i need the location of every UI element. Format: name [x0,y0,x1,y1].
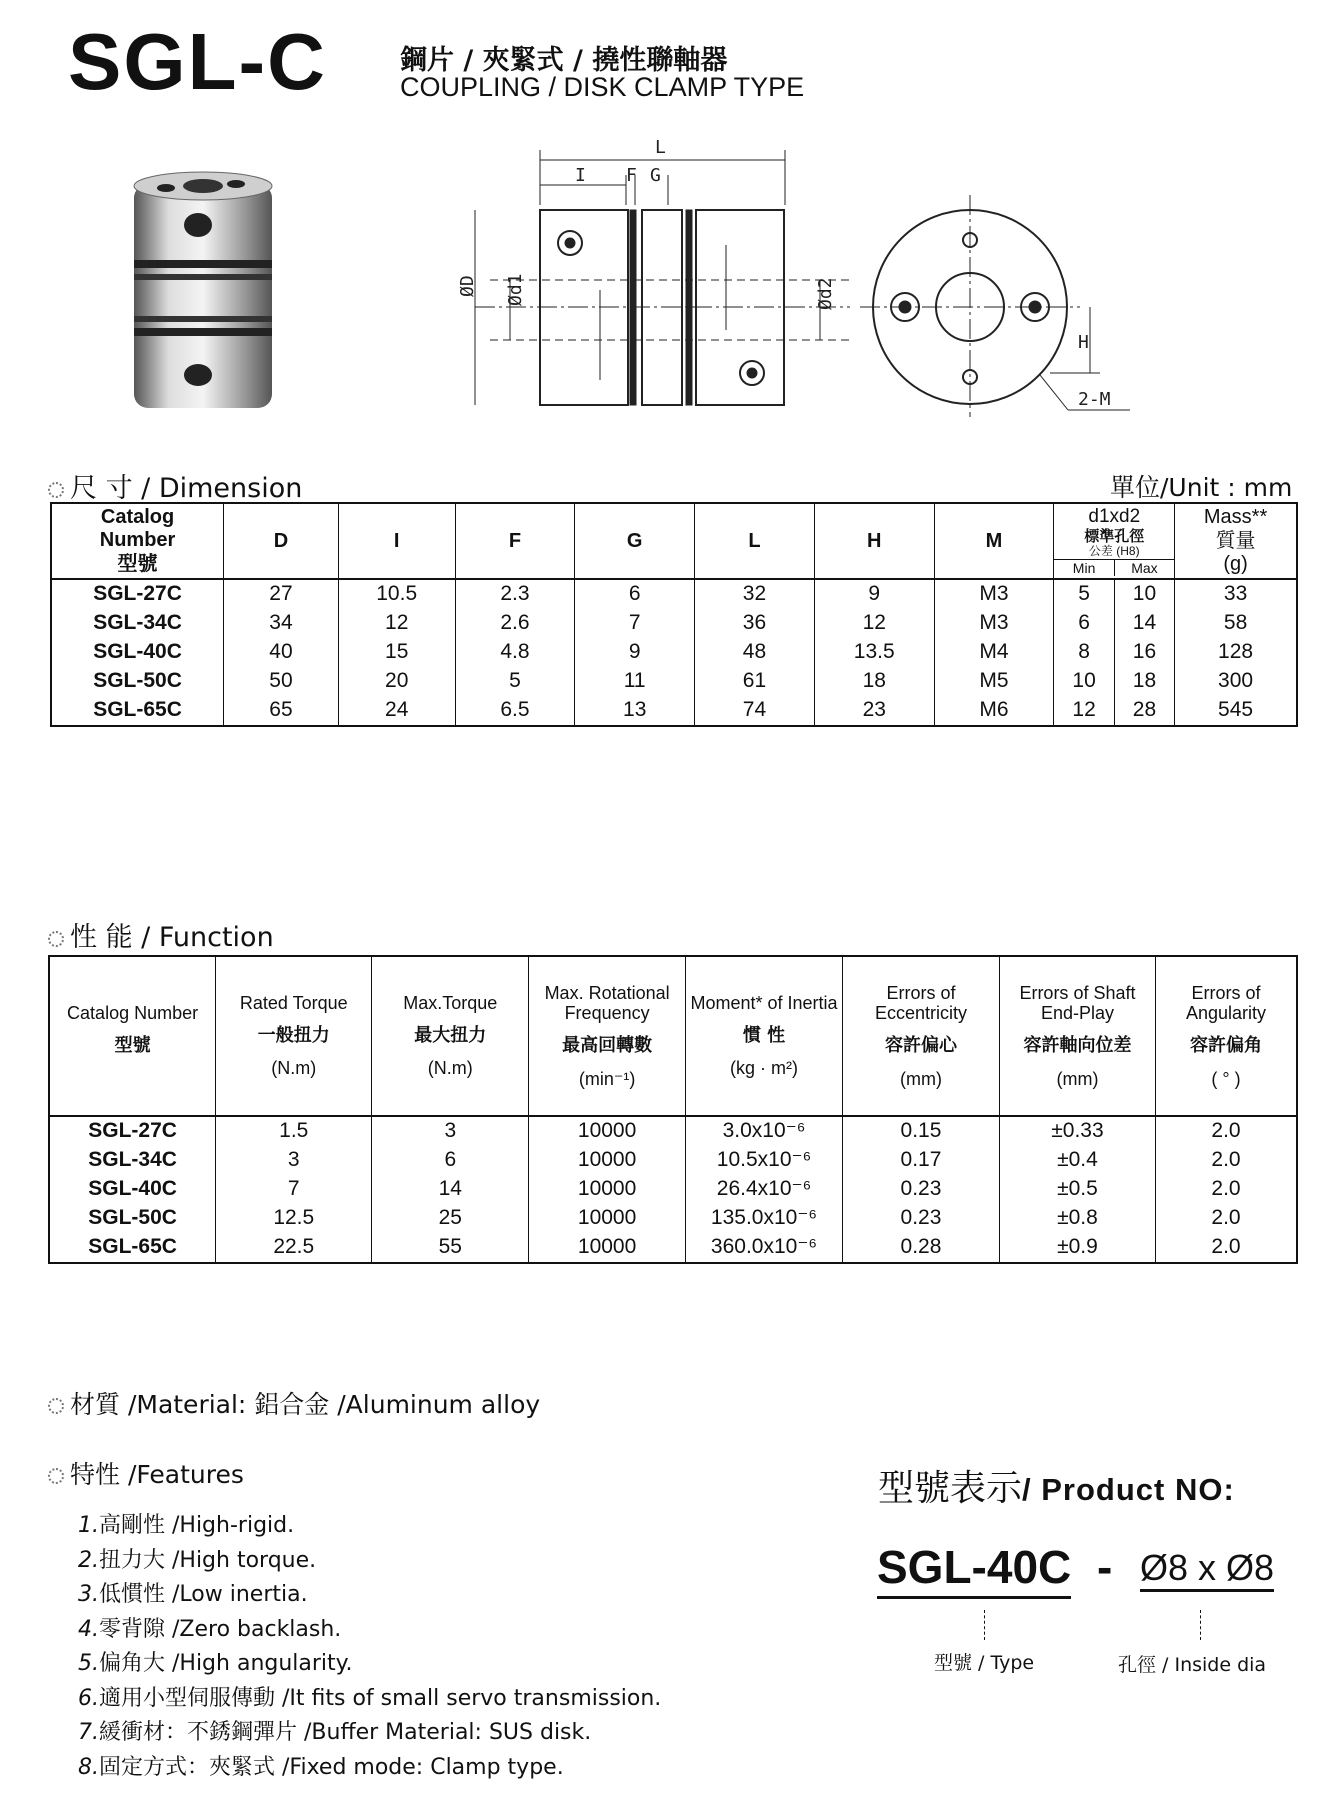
feature-item [78,1715,591,1746]
feature-item [78,1577,308,1608]
cell-ecc: 0.28 [843,1233,1000,1263]
cell-H: 18 [814,667,934,696]
bullet-icon [48,1468,64,1484]
function-title: 性 能 / Function [70,922,274,953]
bullet-icon [48,482,64,498]
cell-M: M3 [934,579,1054,609]
cell-mass: 58 [1175,609,1297,638]
table-row [51,696,1297,726]
cell-I: 24 [338,696,455,726]
cell-rated: 1.5 [216,1116,372,1146]
fn-header-zh: 慣 性 [742,1024,786,1046]
cell-ecc: 0.15 [843,1116,1000,1146]
feature-text: 零背隙 /Zero backlash. [99,1616,342,1642]
cell-inertia: 135.0x10⁻⁶ [685,1204,842,1233]
fn-header-zh: 最大扭力 [414,1024,487,1046]
fn-header-zh: 型號 [114,1035,151,1056]
table-row [49,1175,1297,1204]
cell-G: 7 [575,609,695,638]
cell-max: 55 [372,1233,529,1263]
fn-header-en: Rated Torque [239,992,348,1013]
cell-cat: SGL-40C [49,1175,216,1204]
label-F: F [626,165,637,186]
cell-mass: 33 [1175,579,1297,609]
cell-rated: 12.5 [216,1204,372,1233]
type-label: 型號 / Type [934,1652,1035,1674]
product-no-title-zh: 型號表示 [878,1468,1023,1509]
cell-L: 32 [695,579,815,609]
cell-end: ±0.8 [999,1204,1155,1233]
cell-M: M6 [934,696,1054,726]
fn-header-unit: (N.m) [271,1058,317,1079]
feature-number: 8. [78,1754,99,1780]
cell-G: 6 [575,579,695,609]
header-G: G [575,503,695,579]
header-mass-zh: 質量 [1215,528,1256,552]
cell-end: ±0.33 [999,1116,1155,1146]
feature-item [78,1543,316,1574]
cell-inertia: 10.5x10⁻⁶ [685,1146,842,1175]
cell-ang: 2.0 [1156,1146,1297,1175]
label-H: H [1078,332,1089,353]
cell-M: M5 [934,667,1054,696]
fn-header-zh: 容許軸向位差 [1023,1035,1132,1056]
fn-header-en: Moment* of Inertia [690,992,838,1013]
fn-header-unit: (mm) [899,1068,942,1089]
fn-header-unit: (N.m) [427,1058,473,1079]
feature-number: 6. [78,1685,99,1711]
cell-F: 4.8 [455,638,575,667]
label-G: G [650,165,661,186]
label-d2: Ød2 [815,277,836,310]
cell-ang: 2.0 [1156,1233,1297,1263]
feature-number: 1. [78,1513,99,1538]
cell-ecc: 0.23 [843,1175,1000,1204]
fn-header-zh: 最高回轉數 [562,1035,653,1056]
header-catalog-line2: Number [99,529,176,551]
cell-H: 23 [814,696,934,726]
cell-min: 6 [1054,609,1114,638]
cell-cat: SGL-27C [51,579,224,609]
cell-mass: 300 [1175,667,1297,696]
cell-I: 15 [338,638,455,667]
cell-max: 10 [1114,579,1174,609]
fn-header-en: Max. Rotational Frequency [544,982,670,1024]
cell-I: 12 [338,609,455,638]
cell-inertia: 3.0x10⁻⁶ [685,1116,842,1146]
cell-max: 18 [1114,667,1174,696]
dimension-heading [48,466,302,505]
feature-number: 4. [78,1616,99,1642]
page-title: SGL-C [68,17,327,106]
cell-F: 2.3 [455,579,575,609]
table-row [51,667,1297,696]
table-row [51,579,1297,609]
fn-header-en: Errors of Shaft End-Play [1019,982,1136,1024]
cell-rated: 7 [216,1175,372,1204]
bullet-icon [48,931,64,947]
subtitle-english: COUPLING / DISK CLAMP TYPE [400,72,805,102]
cell-ang: 2.0 [1156,1116,1297,1146]
fn-header-unit: (mm) [1056,1068,1099,1089]
header-D: D [224,503,339,579]
cell-cat: SGL-27C [49,1116,216,1146]
feature-item [78,1750,564,1781]
header-mass [1175,503,1297,579]
cell-ecc: 0.23 [843,1204,1000,1233]
cell-G: 11 [575,667,695,696]
feature-number: 3. [78,1582,99,1607]
feature-item [78,1612,341,1643]
fn-header-unit: (min⁻¹) [578,1068,636,1089]
feature-item [78,1646,353,1677]
product-no-title-en: / Product NO: [1022,1472,1235,1507]
cell-ang: 2.0 [1156,1204,1297,1233]
cell-end: ±0.4 [999,1146,1155,1175]
cell-mass: 545 [1175,696,1297,726]
feature-text: 緩衝材：不銹鋼彈片 /Buffer Material: SUS disk. [99,1720,592,1745]
fn-header-4 [685,956,842,1116]
coupling-photo [128,170,278,420]
cell-min: 8 [1054,638,1114,667]
cell-inertia: 360.0x10⁻⁶ [685,1233,842,1263]
fn-header-6 [999,956,1155,1116]
cell-D: 40 [224,638,339,667]
fn-header-5 [843,956,1000,1116]
header-d1d2-zh: 標準孔徑 [1084,526,1145,545]
cell-freq: 10000 [529,1116,686,1146]
cell-min: 12 [1054,696,1114,726]
cell-max: 14 [372,1175,529,1204]
header-catalog [51,503,224,579]
product-bore: Ø8 x Ø8 [1140,1547,1274,1592]
features-title: 特性 /Features [70,1460,244,1489]
feature-item [78,1508,294,1539]
cell-D: 50 [224,667,339,696]
feature-text: 固定方式：夾緊式 /Fixed mode: Clamp type. [99,1754,564,1780]
dimension-title: 尺 寸 / Dimension [70,473,303,504]
cell-freq: 10000 [529,1204,686,1233]
header-min: Min [1054,560,1114,576]
fn-header-unit: ( ° ) [1211,1068,1241,1089]
technical-drawing [450,135,1140,425]
fn-header-en: Errors of Angularity [1185,982,1267,1024]
dia-leader-line [1200,1610,1202,1640]
table-row [49,1233,1297,1263]
header-tolerance-h8: (H8) [1116,544,1140,559]
cell-end: ±0.9 [999,1233,1155,1263]
feature-number: 5. [78,1651,99,1676]
feature-text: 高剛性 /High-rigid. [99,1513,295,1538]
function-heading [48,915,274,954]
cell-D: 65 [224,696,339,726]
cell-D: 34 [224,609,339,638]
fn-header-zh: 容許偏心 [884,1035,957,1056]
cell-F: 6.5 [455,696,575,726]
product-dash: - [1097,1541,1113,1593]
product-no-heading [878,1460,1235,1511]
cell-max: 14 [1114,609,1174,638]
header-mass-unit: (g) [1223,553,1248,575]
cell-cat: SGL-34C [49,1146,216,1175]
fn-header-0 [49,956,216,1116]
header-catalog-zh: 型號 [117,551,158,575]
bullet-icon [48,1398,64,1414]
fn-header-2 [372,956,529,1116]
label-I: I [575,165,586,186]
header-catalog-line1: Catalog [100,506,175,528]
fn-header-en: Catalog Number [67,1003,199,1024]
label-M: 2-M [1078,389,1111,410]
cell-H: 13.5 [814,638,934,667]
table-row [49,1204,1297,1233]
header-F: F [455,503,575,579]
cell-H: 12 [814,609,934,638]
subtitle-chinese: 鋼片 / 夾緊式 / 撓性聯軸器 [400,45,728,76]
cell-max: 28 [1114,696,1174,726]
feature-text: 扭力大 /High torque. [99,1547,317,1573]
fn-header-en: Max.Torque [403,992,498,1013]
cell-L: 74 [695,696,815,726]
cell-cat: SGL-65C [49,1233,216,1263]
cell-max: 16 [1114,638,1174,667]
header-I: I [338,503,455,579]
unit-label: 單位/Unit : mm [1110,473,1293,502]
cell-H: 9 [814,579,934,609]
header-M: M [934,503,1054,579]
inside-dia-label: 孔徑 / Inside dia [1118,1654,1267,1676]
cell-G: 9 [575,638,695,667]
cell-min: 5 [1054,579,1114,609]
cell-L: 36 [695,609,815,638]
cell-max: 25 [372,1204,529,1233]
header-mass-label: Mass** [1203,506,1268,528]
label-D: ØD [457,275,478,297]
table-row [51,638,1297,667]
fn-header-en: Errors of Eccentricity [874,982,967,1024]
fn-header-zh: 一般扭力 [257,1024,330,1046]
cell-F: 5 [455,667,575,696]
material-line [48,1385,540,1421]
fn-header-7 [1156,956,1297,1116]
cell-inertia: 26.4x10⁻⁶ [685,1175,842,1204]
feature-text: 適用小型伺服傳動 /It fits of small servo transmission. [99,1685,662,1711]
material-text: 材質 /Material: 鋁合金 /Aluminum alloy [70,1390,541,1419]
feature-text: 低慣性 /Low inertia. [99,1582,308,1607]
header-d1d2-label: d1xd2 [1088,506,1141,527]
product-model: SGL-40C [877,1540,1071,1599]
label-d1: Ød1 [505,273,526,306]
fn-header-unit: (kg · m²) [730,1058,798,1079]
cell-M: M3 [934,609,1054,638]
cell-cat: SGL-50C [51,667,224,696]
cell-rated: 3 [216,1146,372,1175]
header-d1d2 [1054,503,1175,579]
feature-item [78,1681,661,1712]
cell-cat: SGL-65C [51,696,224,726]
feature-number: 2. [78,1547,99,1573]
cell-I: 10.5 [338,579,455,609]
fn-header-zh: 容許偏角 [1190,1035,1263,1056]
cell-mass: 128 [1175,638,1297,667]
cell-max: 3 [372,1116,529,1146]
fn-header-1 [216,956,372,1116]
cell-freq: 10000 [529,1233,686,1263]
header-L: L [695,503,815,579]
cell-max: 6 [372,1146,529,1175]
header-max: Max [1131,559,1158,576]
feature-number: 7. [78,1720,99,1745]
cell-I: 20 [338,667,455,696]
cell-freq: 10000 [529,1146,686,1175]
table-row [49,1116,1297,1146]
feature-text: 偏角大 /High angularity. [99,1651,353,1676]
dimension-table [50,502,1298,727]
cell-cat: SGL-50C [49,1204,216,1233]
type-leader-line [984,1610,986,1640]
features-heading [48,1455,244,1491]
cell-min: 10 [1054,667,1114,696]
header-H: H [814,503,934,579]
cell-ang: 2.0 [1156,1175,1297,1204]
cell-G: 13 [575,696,695,726]
function-table [48,955,1298,1264]
table-row [51,609,1297,638]
cell-end: ±0.5 [999,1175,1155,1204]
fn-header-3 [529,956,686,1116]
cell-L: 48 [695,638,815,667]
table-row [49,1146,1297,1175]
cell-F: 2.6 [455,609,575,638]
header-tolerance: 公差 [1088,544,1113,559]
label-L: L [655,137,666,158]
cell-cat: SGL-34C [51,609,224,638]
cell-freq: 10000 [529,1175,686,1204]
cell-rated: 22.5 [216,1233,372,1263]
cell-ecc: 0.17 [843,1146,1000,1175]
cell-cat: SGL-40C [51,638,224,667]
cell-D: 27 [224,579,339,609]
cell-M: M4 [934,638,1054,667]
cell-L: 61 [695,667,815,696]
